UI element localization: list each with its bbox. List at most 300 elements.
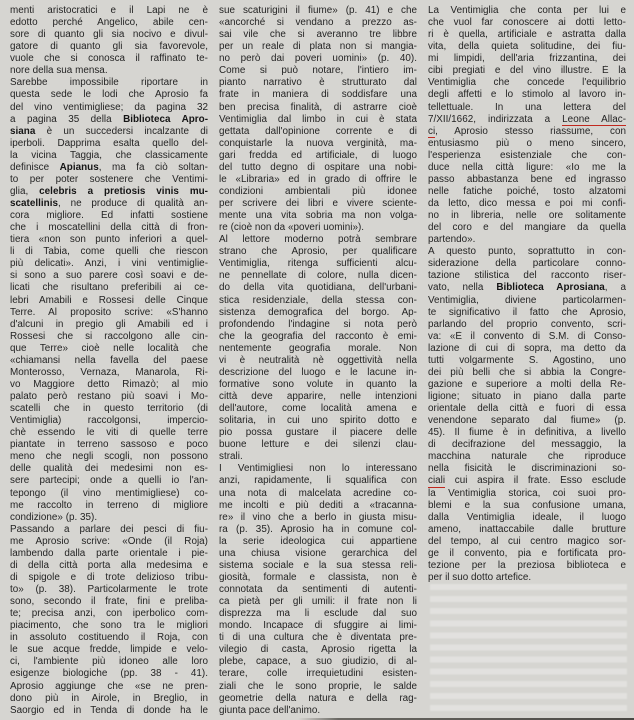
text-line — [10, 524, 208, 536]
body-text: Passando a parlare dei pesci di fiu- — [10, 523, 208, 535]
body-text: me incolti e più dediti a «tracanna- — [219, 499, 417, 511]
body-text: me raccolto in terreno di migliore — [10, 499, 208, 511]
body-text: Ventimiglia, diviene particolarmen- — [428, 294, 626, 306]
text-line — [428, 5, 626, 17]
text-line — [10, 415, 208, 427]
bold-title-text: Apianus — [59, 161, 99, 173]
text-line — [10, 319, 208, 331]
body-text: sue scaturigini il fiume» (p. 41) e che — [219, 5, 417, 16]
text-line — [10, 114, 208, 126]
body-text: degli affetti e lo stimolo al lavoro in- — [428, 89, 626, 101]
text-line — [10, 584, 208, 596]
body-text: una chiusa visione gerarchica del — [219, 547, 417, 559]
text-line — [428, 174, 626, 186]
body-text: Al lettore moderno potrà sembrare — [219, 234, 417, 246]
body-text: pio possa gustare il piacere delle — [219, 427, 417, 439]
text-line — [10, 246, 208, 258]
text-line — [10, 77, 208, 89]
body-text: piantate in terreno sassoso e poco — [10, 439, 208, 451]
text-line — [428, 463, 626, 475]
body-text: di spigole e di trote delizioso tribu- — [10, 571, 208, 583]
body-text: I Ventimigliesi non lo interessano — [219, 463, 417, 475]
body-text: che i moscatellini della città di fron- — [10, 222, 208, 234]
body-text: in assoluto costituendo il Roja, con — [10, 632, 208, 644]
text-line — [219, 620, 417, 632]
body-text: connotata da sentimenti di autenti- — [219, 584, 417, 595]
text-line — [10, 222, 208, 234]
text-line — [219, 536, 417, 548]
body-text: ne pennellate di colore, nulla dicen- — [219, 270, 417, 282]
body-text: «ancorché si vendano a prezzo as- — [219, 17, 417, 29]
text-line — [219, 693, 417, 705]
body-text: entusiasmo più o meno sincero, — [428, 137, 626, 149]
text-line — [428, 29, 626, 41]
text-line — [428, 258, 626, 270]
body-text: do della vita quotidiana, dell'urbani- — [219, 282, 417, 294]
body-text: , Aprosio stesso riassume, con — [435, 125, 626, 137]
text-line — [428, 403, 626, 415]
body-text: Ventimiglia dal limbo in cui è stata — [219, 113, 417, 125]
text-line — [219, 186, 417, 198]
text-line — [428, 572, 626, 584]
text-line — [219, 572, 417, 584]
body-text: dell'autore, come località amena e — [219, 403, 417, 415]
body-text: nore della sua mensa. — [10, 65, 108, 77]
body-text: formative sono volute in quanto la — [219, 378, 417, 390]
text-line — [219, 29, 417, 41]
text-line — [219, 632, 417, 644]
body-text: tutti volgarmente S. Agostino, uno — [428, 354, 626, 366]
text-line — [428, 427, 626, 439]
body-text: mente una vita sobria ma non volga- — [219, 210, 417, 222]
text-line — [428, 198, 626, 210]
text-line — [428, 439, 626, 451]
text-line — [10, 258, 208, 270]
body-text: da letto, dico messa e poi mi confi- — [428, 198, 626, 209]
body-text: ligione; situato in piano dalla parte — [428, 391, 626, 402]
text-line — [219, 596, 417, 608]
body-text: te significativo il fatto che Aprosio, — [428, 306, 626, 318]
body-text: Sarebbe impossibile riportare in — [10, 77, 208, 89]
text-line — [10, 126, 208, 138]
text-line — [10, 53, 208, 65]
text-line — [219, 584, 417, 596]
body-text: va: «È il convento di S.M. di Conso- — [428, 330, 626, 342]
bold-title-text: scatellinis — [10, 198, 58, 209]
text-line — [10, 391, 208, 403]
body-text: Come si può notare, l'intiero im- — [219, 65, 417, 77]
body-text: le «Libraria» ed in grado di offrire le — [219, 173, 417, 185]
text-line — [10, 89, 208, 101]
bold-title-text: Biblioteca Apro- — [123, 113, 208, 125]
text-line — [219, 391, 417, 403]
red-underline-annotation: ciali — [428, 475, 445, 487]
body-text: 7/XII/1662, indirizzata a — [428, 113, 563, 125]
body-text: strali. — [219, 451, 243, 463]
body-text: Aprosio aggiunge che «se ne pren- — [10, 680, 208, 692]
text-line — [219, 307, 417, 319]
text-line — [219, 500, 417, 512]
body-text: nelle fatiche poiché, tosto alzatomi — [428, 185, 626, 197]
text-line — [428, 367, 626, 379]
text-line — [428, 488, 626, 500]
body-text: blemi e la sua confusione umana, — [428, 499, 626, 511]
body-text: sono, secondo il frate, fini e preliba- — [10, 596, 208, 608]
body-text: che la geografia del racconto è emi- — [219, 330, 417, 342]
body-text: lazione di cui di sopra, ma detto da — [428, 342, 626, 354]
text-line — [10, 500, 208, 512]
body-text: d'alcuni in pregio gli Amabili ed i — [10, 318, 208, 330]
body-text: dalla Ventimiglia ideale, il luogo — [428, 511, 626, 523]
text-line — [428, 282, 626, 294]
text-line — [219, 198, 417, 210]
text-line — [10, 644, 208, 656]
text-line — [10, 693, 208, 705]
body-text: sistenza demografica del borgo. Ap- — [219, 306, 417, 318]
body-text: no in libreria, nelle ore solitamente — [428, 210, 626, 222]
bold-title-text: siana — [10, 125, 36, 137]
text-line — [428, 17, 626, 29]
body-text: menti aristocratici e il Lapi ne è — [10, 5, 208, 16]
body-text: iperboli. Dapprima esalta quello del- — [10, 137, 208, 149]
body-text: giosità, formale e classista, non è — [219, 571, 417, 583]
text-line — [428, 89, 626, 101]
text-line — [10, 548, 208, 560]
text-line — [219, 102, 417, 114]
body-text: que Terre» cioè nelle località che — [10, 342, 208, 354]
text-line — [219, 512, 417, 524]
body-text: delle qualità dei medesimi non es- — [10, 463, 208, 475]
body-text: vato, nella — [428, 282, 497, 294]
text-line — [219, 524, 417, 536]
body-text: ben precisa finalità, di astrarre cioè — [219, 101, 417, 113]
body-text: Saorgio ed in Tenda di donde ha le — [10, 704, 208, 716]
text-line — [428, 524, 626, 536]
text-line — [219, 126, 417, 138]
text-line — [428, 475, 626, 487]
body-text: disprezza ma li esclude dal suo — [219, 608, 417, 620]
text-line — [428, 162, 626, 174]
text-line — [219, 282, 417, 294]
red-underline-annotation: discriminazioni so- — [531, 463, 626, 475]
bold-title-text: Biblioteca Aprosiana — [496, 282, 605, 294]
text-line — [10, 705, 208, 717]
body-text: terare, colle irrequietudini esisten- — [219, 668, 417, 680]
body-text: tiera «non son punto inferiori a quel- — [10, 234, 208, 246]
text-line — [10, 210, 208, 222]
text-line — [10, 270, 208, 282]
text-line — [428, 379, 626, 391]
text-line — [219, 319, 417, 331]
body-text: Ventimiglia, ritenga sufficienti alcu- — [219, 258, 417, 270]
text-line — [10, 307, 208, 319]
text-line — [10, 379, 208, 391]
body-text: ci, l'ambiente più idoneo alle loro — [10, 656, 208, 668]
body-text: sai vile che si averanno tre libbre — [219, 29, 417, 41]
body-text: più delicati». Anzi, i vini ventimiglie- — [10, 258, 208, 270]
text-line — [10, 463, 208, 475]
text-line — [10, 331, 208, 343]
body-text: frate in maniera di soddisfare una — [219, 89, 417, 101]
red-underline-annotation: ci — [428, 126, 435, 138]
body-text: città deve apparire, nelle intenzioni — [219, 391, 417, 402]
body-text: sore di quanto gli sia nocivo e divul- — [10, 29, 208, 41]
body-text: mi limpidi, dell'aria frizzantina, dei — [428, 53, 626, 65]
text-line — [219, 331, 417, 343]
text-line — [219, 234, 417, 246]
text-line — [428, 548, 626, 560]
text-line — [10, 355, 208, 367]
text-line — [219, 644, 417, 656]
body-text: gari fredda ed artificiale, di luogo — [219, 149, 417, 161]
body-text: la vicina Taggia, che classicamente — [10, 149, 208, 161]
body-text: la serie ideologica cui appartiene — [219, 535, 417, 547]
text-line — [428, 246, 626, 258]
body-text: , a — [604, 282, 626, 294]
text-line — [219, 258, 417, 270]
body-text: orientale della città e fuori di essa — [428, 403, 626, 415]
body-text: per scrivere dei libri e vivere sciente- — [219, 198, 417, 209]
text-line — [219, 681, 417, 693]
text-line — [10, 451, 208, 463]
text-line — [219, 439, 417, 451]
body-text: conquistarle la nuova verginità, ma- — [219, 137, 417, 149]
body-text: parlando del proprio convento, scri- — [428, 318, 626, 330]
text-line — [219, 343, 417, 355]
text-line — [428, 210, 626, 222]
text-line — [10, 295, 208, 307]
text-line — [428, 102, 626, 114]
body-text: del vino ventimigliese; da pagina 32 — [10, 101, 208, 113]
body-text: gettata dall'opinione corrente e di — [219, 125, 417, 137]
text-line — [219, 295, 417, 307]
text-line — [219, 5, 417, 17]
text-line — [428, 415, 626, 427]
text-line — [219, 89, 417, 101]
body-text: meno che negli scogli, non possono — [10, 451, 208, 463]
text-line — [219, 138, 417, 150]
text-line — [10, 198, 208, 210]
text-line — [10, 668, 208, 680]
text-line — [428, 307, 626, 319]
text-line — [10, 560, 208, 572]
text-line — [10, 5, 208, 17]
body-text: lambendo dalla parte orientale i pie- — [10, 547, 208, 559]
text-line — [219, 403, 417, 415]
body-text: lebri Amabili e Rossesi delle Cinque — [10, 294, 208, 306]
body-text: che vuol far conoscere ai dotti letto- — [428, 17, 626, 29]
text-line — [10, 536, 208, 548]
text-line — [219, 608, 417, 620]
text-line — [10, 138, 208, 150]
text-line — [10, 596, 208, 608]
body-text: 45). Il fiume è in definitiva, a livello — [428, 427, 626, 439]
body-text: me Aprosio scrive: «Onde (il Roja) — [10, 535, 208, 547]
body-text: to» (p. 38). Particolarmente le trote — [10, 584, 208, 595]
text-line — [10, 572, 208, 584]
text-line — [10, 656, 208, 668]
text-line — [219, 475, 417, 487]
body-text: vilegio di casta, Aprosio rigetta la — [219, 644, 417, 656]
body-text: questa sede le lodi che Aprosio fa — [10, 89, 208, 101]
body-text: re» il vino che a berlo in giusta misu- — [219, 511, 417, 523]
red-underline-annotation: Leone Allac- — [562, 114, 626, 126]
text-line — [10, 41, 208, 53]
text-line — [219, 463, 417, 475]
body-text: per il suo dotto artefice. — [428, 571, 532, 583]
text-line — [219, 17, 417, 29]
text-line — [428, 270, 626, 282]
body-text: siderazione della particolare conno- — [428, 258, 626, 270]
body-text: Monterosso, Vernaza, Manarola, Ri- — [10, 366, 208, 378]
text-line — [428, 500, 626, 512]
body-text: vita, della quieta solitudine, dei fiu- — [428, 41, 626, 53]
text-line — [428, 512, 626, 524]
body-text: definisce — [10, 161, 60, 173]
body-text: plebe, capace, a suo giudizio, di al- — [219, 656, 417, 668]
text-line — [428, 65, 626, 77]
text-line — [10, 150, 208, 162]
body-text: la Ventimiglia storica, coi suoi pro- — [428, 487, 626, 499]
bold-title-text: celebris a pretiosis vinis mu- — [39, 185, 208, 197]
body-text: geometrie della natura e della rag- — [219, 692, 417, 704]
text-line — [219, 222, 417, 234]
body-text: macchina naturale che riproduce — [428, 451, 626, 463]
text-line — [428, 77, 626, 89]
body-text: scatelli che in questo territorio (di — [10, 403, 208, 415]
text-line — [219, 548, 417, 560]
body-text: ziali che le sono proprie, le salde — [219, 680, 417, 692]
text-line — [219, 150, 417, 162]
text-line — [10, 512, 208, 524]
text-line — [428, 343, 626, 355]
body-text: solitaria, in cui uno spirito dotto e — [219, 415, 417, 427]
body-text: mondo. Incapace di sfuggire ai limi- — [219, 620, 417, 632]
text-line — [428, 295, 626, 307]
body-text: stica residenziale, della stessa con- — [219, 294, 417, 306]
body-text: l'esperienza esistenziale che con- — [428, 149, 626, 161]
text-line — [428, 451, 626, 463]
text-line — [219, 379, 417, 391]
text-line — [219, 656, 417, 668]
text-line — [219, 560, 417, 572]
body-text: licati che risultano preferibili ai ce- — [10, 282, 208, 294]
text-line — [428, 114, 626, 126]
text-line — [428, 331, 626, 343]
text-line — [219, 451, 417, 463]
text-line — [219, 367, 417, 379]
body-text: re (cioè non da «poveri uomini»). — [219, 222, 365, 234]
text-line — [10, 102, 208, 114]
text-line — [428, 150, 626, 162]
body-text: , ne produce di qualità an- — [57, 198, 208, 209]
body-text: profondendo l'indagine si nota però — [219, 318, 417, 330]
body-text: sistema sociale e la sua stessa reli- — [219, 559, 417, 571]
body-text: è un succedersi incalzante di — [35, 125, 208, 137]
text-line — [219, 705, 417, 717]
body-text: gatore di quanto gli sia favorevole, — [10, 41, 208, 53]
text-line — [219, 174, 417, 186]
text-line — [10, 367, 208, 379]
text-line — [219, 162, 417, 174]
body-text: vuole che si conosca il raffinato te- — [10, 53, 208, 65]
body-text: palato però restano più soavi i Mo- — [10, 391, 208, 402]
reverse-page-bleed-through — [430, 584, 627, 712]
body-text: ameno, inattaccabile dalle brutture — [428, 523, 626, 535]
text-line — [10, 343, 208, 355]
body-text: edotto perché Angelico, abile cen- — [10, 17, 208, 29]
body-text: buone letture e dei silenzi clau- — [219, 439, 417, 451]
body-text: ti di una cultura che è diventata pre- — [219, 632, 417, 644]
body-text: dei più belli che si abbia la Congre- — [428, 366, 626, 378]
text-line — [428, 319, 626, 331]
text-line — [10, 162, 208, 174]
body-text: La Ventimiglia che conta per lui e — [428, 5, 626, 16]
body-text: , ma fa ciò soltan- — [98, 161, 208, 173]
text-line — [219, 488, 417, 500]
text-line — [10, 608, 208, 620]
text-line — [219, 270, 417, 282]
body-text: cora migliore. Ed infatti sostiene — [10, 210, 208, 222]
text-line — [428, 41, 626, 53]
body-text: giunta pace dell'animo. — [219, 704, 321, 716]
body-text: tepongo (il vino mentimigliese) co- — [10, 487, 208, 499]
body-text: ri è quella, artificiale e astratta dalla — [428, 29, 626, 41]
body-text: una nota di malcelata acredine co- — [219, 487, 417, 499]
text-line — [219, 668, 417, 680]
body-text: pianto narrativo è strutturato dal — [219, 77, 417, 89]
text-line — [10, 17, 208, 29]
body-text: ge il convento, pia e fortificata pro- — [428, 547, 626, 559]
body-text: «chiamansi nella favella del paese — [10, 354, 208, 366]
text-line — [10, 234, 208, 246]
text-line — [428, 234, 626, 246]
body-text: tellettuale. In una lettera del — [428, 101, 626, 113]
body-text: venendone separato dal fiume» (p. — [428, 415, 626, 427]
text-line — [219, 246, 417, 258]
body-text: si sono a suo parere così soavi e de- — [10, 270, 208, 282]
text-line — [219, 65, 417, 77]
text-line — [219, 53, 417, 65]
body-text: di della città porta alla medesima e — [10, 559, 208, 571]
body-text: to per poter sostenere che Ventimi- — [10, 173, 208, 185]
text-line — [428, 186, 626, 198]
text-line — [219, 41, 417, 53]
body-text: li di Tabia, come quelli che riescon — [10, 246, 208, 258]
text-line — [219, 114, 417, 126]
body-text: strano che Aprosio, per qualificare — [219, 246, 417, 258]
body-text: tazione stilistica del racconto riser- — [428, 270, 626, 282]
body-text: del tutto degno di ospitare una nobi- — [219, 161, 417, 173]
body-text: tezione per la preziosa biblioteca e — [428, 559, 626, 571]
text-line — [10, 488, 208, 500]
text-line — [10, 475, 208, 487]
body-text: Ventimiglia che concede l'equilibrio — [428, 77, 626, 89]
body-text: vo Maggiore detto Rimazò; al mio — [10, 378, 208, 390]
text-line — [10, 282, 208, 294]
body-text: partendo». — [428, 234, 476, 246]
text-line — [10, 439, 208, 451]
text-line — [428, 536, 626, 548]
body-text: A questo punto, soprattutto in con- — [428, 246, 626, 258]
body-text: duce nella città ligure: «Io me la — [428, 161, 626, 173]
text-line — [219, 210, 417, 222]
body-text: no però dai poveri uomini» (p. 40). — [219, 53, 417, 65]
body-text: ra (p. 35). Aprosio ha in comune col- — [219, 523, 417, 535]
text-column-2 — [219, 5, 417, 717]
text-line — [10, 620, 208, 632]
body-text: cui aspira il frate. Esso esclude — [445, 475, 626, 487]
